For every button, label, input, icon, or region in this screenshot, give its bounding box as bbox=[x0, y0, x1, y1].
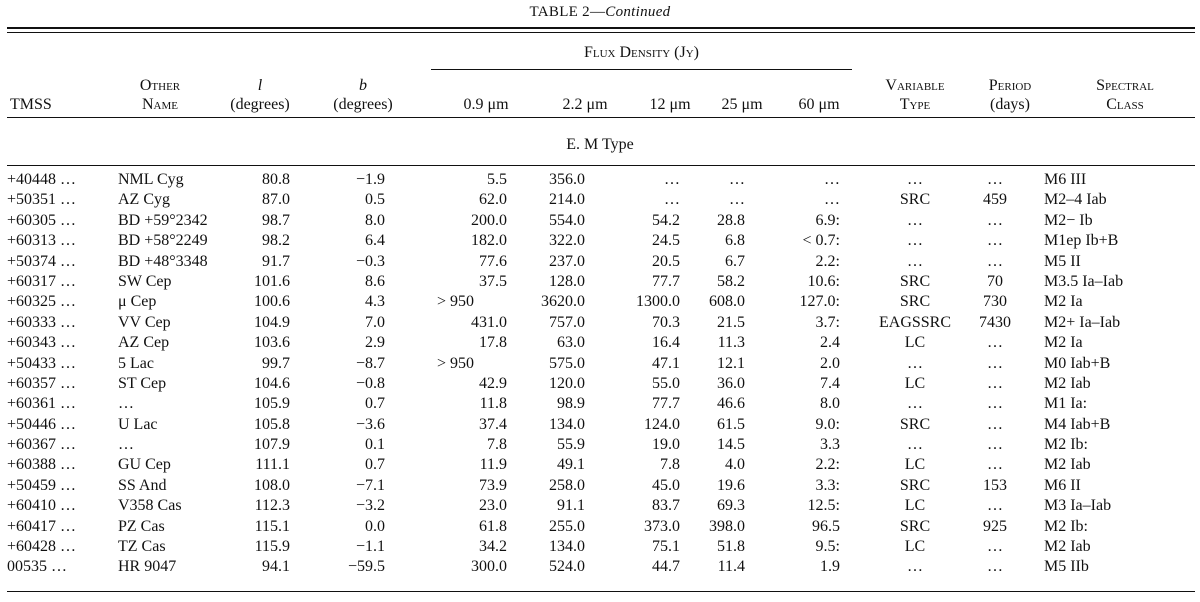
cell-period: … bbox=[987, 558, 1003, 576]
cell-b: 0.7 bbox=[365, 456, 385, 474]
table-row bbox=[0, 272, 1200, 292]
cell-f09: > 950 bbox=[437, 354, 475, 372]
header-period-1: Period bbox=[988, 77, 1032, 94]
cell-spec: M3 Ia–Iab bbox=[1044, 497, 1112, 515]
cell-f25: 46.6 bbox=[717, 395, 745, 413]
cell-f22: 757.0 bbox=[549, 313, 585, 331]
cell-f25: 28.8 bbox=[717, 211, 745, 229]
table-row bbox=[0, 537, 1200, 557]
cell-l: 103.6 bbox=[254, 334, 290, 352]
cell-f25: … bbox=[729, 191, 745, 209]
cell-f09: 17.8 bbox=[479, 334, 507, 352]
cell-b: −1.9 bbox=[355, 171, 385, 188]
cell-f12: … bbox=[664, 191, 680, 209]
cell-f60: 10.6: bbox=[807, 272, 840, 290]
cell-f25: 61.5 bbox=[717, 415, 745, 433]
cell-tmss: +60361 … bbox=[7, 395, 77, 413]
cell-f12: 19.0 bbox=[652, 436, 680, 454]
cell-f60: … bbox=[824, 191, 840, 209]
cell-period: … bbox=[987, 232, 1003, 250]
cell-spec: M6 II bbox=[1044, 476, 1081, 494]
cell-f12: 54.2 bbox=[652, 211, 680, 229]
cell-f60: 1.9 bbox=[820, 558, 840, 576]
cell-name: SW Cep bbox=[118, 272, 172, 290]
cell-f09: 73.9 bbox=[479, 476, 507, 494]
cell-f12: 77.7 bbox=[652, 395, 680, 413]
cell-period: 925 bbox=[983, 517, 1007, 535]
cell-var: LC bbox=[904, 538, 926, 556]
header-variable-1: Variable bbox=[885, 77, 945, 94]
cell-name: 5 Lac bbox=[118, 354, 154, 372]
cell-tmss: +50446 … bbox=[7, 415, 77, 433]
cell-tmss: +60388 … bbox=[7, 456, 77, 474]
cell-period: 459 bbox=[983, 191, 1007, 209]
cell-l: 107.9 bbox=[254, 436, 290, 454]
header-flux-12: 12 μm bbox=[649, 96, 691, 113]
cell-l: 91.7 bbox=[262, 252, 290, 270]
cell-l: 99.7 bbox=[262, 354, 290, 372]
cell-var: … bbox=[907, 395, 923, 413]
cell-var: … bbox=[907, 436, 923, 454]
cell-var: … bbox=[907, 232, 923, 250]
cell-var: LC bbox=[904, 497, 926, 515]
cell-f60: 3.3 bbox=[820, 436, 840, 454]
cell-spec: M0 Iab+B bbox=[1044, 354, 1111, 372]
cell-tmss: +60305 … bbox=[7, 211, 77, 229]
cell-name: TZ Cas bbox=[118, 538, 166, 556]
cell-var: … bbox=[907, 171, 923, 188]
cell-period: … bbox=[987, 456, 1003, 474]
cell-f09: 37.5 bbox=[479, 272, 507, 290]
cell-b: 6.4 bbox=[365, 232, 385, 250]
cell-spec: M2+ Ia–Iab bbox=[1044, 313, 1121, 331]
cell-f25: 4.0 bbox=[725, 456, 745, 474]
cell-tmss: +60410 … bbox=[7, 497, 77, 515]
cell-tmss: +50459 … bbox=[7, 476, 77, 494]
table-row bbox=[0, 557, 1200, 577]
cell-period: … bbox=[987, 436, 1003, 454]
cell-f09: 200.0 bbox=[471, 211, 507, 229]
header-period-2: (days) bbox=[990, 96, 1030, 113]
cell-f25: 398.0 bbox=[709, 517, 745, 535]
cell-f12: 16.4 bbox=[652, 334, 680, 352]
cell-f22: 49.1 bbox=[557, 456, 585, 474]
cell-tmss: +60333 … bbox=[7, 313, 77, 331]
cell-f09: 11.9 bbox=[479, 456, 507, 474]
header-b-1: b bbox=[359, 77, 367, 94]
cell-f09: 5.5 bbox=[487, 171, 507, 188]
cell-period: … bbox=[987, 171, 1003, 188]
cell-spec: M4 Iab+B bbox=[1044, 415, 1111, 433]
cell-spec: M2 Iab bbox=[1044, 456, 1091, 474]
cell-f09: 37.4 bbox=[479, 415, 507, 433]
cell-f09: 62.0 bbox=[479, 191, 507, 209]
cell-tmss: +60343 … bbox=[7, 334, 77, 352]
cell-f25: 11.3 bbox=[717, 334, 745, 352]
cell-period: … bbox=[987, 334, 1003, 352]
cell-f60: 9.0: bbox=[815, 415, 840, 433]
cell-spec: M5 IIb bbox=[1044, 558, 1089, 576]
cell-f12: 1300.0 bbox=[636, 293, 680, 311]
cell-f25: 11.4 bbox=[717, 558, 745, 576]
cell-f12: 20.5 bbox=[652, 252, 680, 270]
table-row bbox=[0, 252, 1200, 272]
table-row bbox=[0, 211, 1200, 231]
cell-f09: 42.9 bbox=[479, 374, 507, 392]
cell-period: 730 bbox=[983, 293, 1007, 311]
table-row bbox=[0, 333, 1200, 353]
cell-l: 100.6 bbox=[254, 293, 290, 311]
header-l-2: (degrees) bbox=[230, 96, 290, 113]
cell-spec: M1ep Ib+B bbox=[1044, 232, 1119, 250]
cell-period: 153 bbox=[983, 476, 1007, 494]
cell-f60: 7.4 bbox=[820, 374, 840, 392]
cell-name: μ Cep bbox=[118, 293, 157, 311]
cell-l: 111.1 bbox=[255, 456, 290, 474]
cell-var: EAGSSRC bbox=[878, 313, 952, 331]
cell-f09: 77.6 bbox=[479, 252, 507, 270]
table-caption bbox=[0, 4, 1200, 21]
header-l-1: l bbox=[257, 77, 263, 94]
cell-f25: 21.5 bbox=[717, 313, 745, 331]
header-b-2: (degrees) bbox=[333, 96, 393, 113]
cell-f12: 373.0 bbox=[644, 517, 680, 535]
cell-f12: 44.7 bbox=[652, 558, 680, 576]
cell-f12: 47.1 bbox=[652, 354, 680, 372]
cell-f22: 237.0 bbox=[549, 252, 585, 270]
table-row bbox=[0, 517, 1200, 537]
cell-l: 87.0 bbox=[262, 191, 290, 209]
cell-f22: 255.0 bbox=[549, 517, 585, 535]
cell-spec: M2− Ib bbox=[1044, 211, 1093, 229]
cell-var: LC bbox=[904, 456, 926, 474]
cell-f12: 75.1 bbox=[652, 538, 680, 556]
cell-f22: 3620.0 bbox=[541, 293, 585, 311]
cell-f60: 2.4 bbox=[820, 334, 840, 352]
cell-f22: 55.9 bbox=[557, 436, 585, 454]
cell-l: 80.8 bbox=[262, 171, 290, 188]
cell-tmss: 00535 … bbox=[7, 558, 67, 576]
cell-b: −1.1 bbox=[355, 538, 385, 556]
cell-f09: 23.0 bbox=[479, 497, 507, 515]
cell-spec: M2 Ia bbox=[1044, 334, 1083, 352]
cell-name: SS And bbox=[118, 476, 167, 494]
cell-name: HR 9047 bbox=[118, 558, 177, 576]
cell-spec: M2–4 Iab bbox=[1044, 191, 1107, 209]
cell-f09: 34.2 bbox=[479, 538, 507, 556]
cell-f22: 356.0 bbox=[549, 171, 585, 188]
caption-prefix: TABLE 2— bbox=[529, 4, 606, 20]
cell-l: 115.9 bbox=[254, 538, 290, 556]
cell-name: BD +58°2249 bbox=[118, 232, 208, 250]
cell-b: 0.7 bbox=[365, 395, 385, 413]
cell-name: GU Cep bbox=[118, 456, 171, 474]
cell-var: … bbox=[907, 211, 923, 229]
cell-period: … bbox=[987, 374, 1003, 392]
cell-b: −7.1 bbox=[355, 476, 385, 494]
cell-f12: 83.7 bbox=[652, 497, 680, 515]
cell-b: 8.0 bbox=[365, 211, 385, 229]
cell-var: SRC bbox=[899, 293, 931, 311]
cell-f09: 431.0 bbox=[471, 313, 507, 331]
cell-period: … bbox=[987, 538, 1003, 556]
table-row bbox=[0, 354, 1200, 374]
cell-f22: 575.0 bbox=[549, 354, 585, 372]
cell-f25: 6.7 bbox=[725, 252, 745, 270]
cell-var: LC bbox=[904, 334, 926, 352]
cell-var: SRC bbox=[899, 191, 931, 209]
cell-tmss: +60428 … bbox=[7, 538, 77, 556]
top-rule-thick bbox=[7, 27, 1195, 29]
cell-f60: 96.5 bbox=[812, 517, 840, 535]
cell-f25: 69.3 bbox=[717, 497, 745, 515]
header-other-name-2: Name bbox=[142, 96, 178, 113]
cell-period: … bbox=[987, 354, 1003, 372]
cell-spec: M2 Ia bbox=[1044, 293, 1083, 311]
cell-f09: 11.8 bbox=[479, 395, 507, 413]
header-other-name-1: Other bbox=[139, 77, 181, 94]
table-row bbox=[0, 435, 1200, 455]
cell-name: NML Cyg bbox=[118, 171, 184, 188]
cell-period: … bbox=[987, 497, 1003, 515]
cell-f22: 134.0 bbox=[549, 415, 585, 433]
cell-f60: < 0.7: bbox=[802, 232, 840, 250]
cell-name: VV Cep bbox=[118, 313, 171, 331]
cell-l: 98.2 bbox=[262, 232, 290, 250]
cell-name: … bbox=[118, 436, 134, 454]
cell-f22: 134.0 bbox=[549, 538, 585, 556]
cell-f09: > 950 bbox=[437, 293, 475, 311]
cell-name: … bbox=[118, 395, 134, 413]
cell-name: ST Cep bbox=[118, 374, 167, 392]
cell-tmss: +60417 … bbox=[7, 517, 77, 535]
cell-f60: 6.9: bbox=[815, 211, 840, 229]
table-row bbox=[0, 190, 1200, 210]
cell-f60: 127.0: bbox=[799, 293, 840, 311]
cell-f60: 12.5: bbox=[807, 497, 840, 515]
cell-tmss: +40448 … bbox=[7, 171, 77, 188]
table-row bbox=[0, 455, 1200, 475]
cell-f09: 300.0 bbox=[471, 558, 507, 576]
top-rule-thin bbox=[7, 32, 1195, 33]
cell-var: SRC bbox=[899, 415, 931, 433]
cell-f22: 98.9 bbox=[557, 395, 585, 413]
cell-f12: 77.7 bbox=[652, 272, 680, 290]
cell-f60: … bbox=[824, 171, 840, 188]
header-variable-2: Type bbox=[899, 96, 931, 113]
cell-f22: 258.0 bbox=[549, 476, 585, 494]
cell-period: … bbox=[987, 415, 1003, 433]
cell-spec: M6 III bbox=[1044, 171, 1087, 188]
cell-f09: 7.8 bbox=[487, 436, 507, 454]
cell-tmss: +60357 … bbox=[7, 374, 77, 392]
cell-b: −59.5 bbox=[347, 558, 385, 576]
cell-b: −3.6 bbox=[355, 415, 385, 433]
cell-period: … bbox=[987, 211, 1003, 229]
cell-var: SRC bbox=[899, 476, 931, 494]
cell-l: 105.8 bbox=[254, 415, 290, 433]
cell-tmss: +60317 … bbox=[7, 272, 77, 290]
cell-f12: 124.0 bbox=[644, 415, 680, 433]
cell-spec: M2 Iab bbox=[1044, 538, 1091, 556]
cell-l: 104.6 bbox=[254, 374, 290, 392]
cell-tmss: +50351 … bbox=[7, 191, 77, 209]
cell-tmss: +60367 … bbox=[7, 436, 77, 454]
cell-f25: 14.5 bbox=[717, 436, 745, 454]
cell-tmss: +60325 … bbox=[7, 293, 77, 311]
cell-f25: 19.6 bbox=[717, 476, 745, 494]
cell-period: 7430 bbox=[979, 313, 1011, 331]
header-tmss: TMSS bbox=[10, 96, 52, 113]
cell-f22: 63.0 bbox=[557, 334, 585, 352]
cell-f22: 120.0 bbox=[549, 374, 585, 392]
cell-f25: 36.0 bbox=[717, 374, 745, 392]
cell-tmss: +50374 … bbox=[7, 252, 77, 270]
table-row bbox=[0, 415, 1200, 435]
cell-l: 115.1 bbox=[254, 517, 290, 535]
header-flux-25: 25 μm bbox=[721, 96, 763, 113]
cell-b: −3.2 bbox=[355, 497, 385, 515]
cell-period: 70 bbox=[987, 272, 1003, 290]
cell-f25: 12.1 bbox=[717, 354, 745, 372]
header-flux-0-9: 0.9 μm bbox=[463, 96, 509, 113]
cell-b: 4.3 bbox=[365, 293, 385, 311]
bottom-rule bbox=[7, 591, 1195, 592]
cell-var: … bbox=[907, 558, 923, 576]
header-flux-density: Flux Density (Jy) bbox=[584, 44, 699, 61]
cell-var: SRC bbox=[899, 272, 931, 290]
section-rule bbox=[7, 165, 1195, 166]
cell-f12: … bbox=[664, 171, 680, 188]
cell-f22: 91.1 bbox=[557, 497, 585, 515]
caption-continued: Continued bbox=[605, 4, 671, 20]
cell-var: … bbox=[907, 354, 923, 372]
cell-f12: 55.0 bbox=[652, 374, 680, 392]
cell-l: 104.9 bbox=[254, 313, 290, 331]
cell-name: AZ Cyg bbox=[118, 191, 170, 209]
cell-b: −8.7 bbox=[355, 354, 385, 372]
cell-b: 8.6 bbox=[365, 272, 385, 290]
flux-group-rule bbox=[431, 69, 852, 70]
cell-name: PZ Cas bbox=[118, 517, 165, 535]
cell-tmss: +60313 … bbox=[7, 232, 77, 250]
cell-f12: 70.3 bbox=[652, 313, 680, 331]
cell-f25: 6.8 bbox=[725, 232, 745, 250]
table-row bbox=[0, 496, 1200, 516]
table-row bbox=[0, 374, 1200, 394]
cell-f60: 3.7: bbox=[815, 313, 840, 331]
cell-f12: 24.5 bbox=[652, 232, 680, 250]
cell-f12: 45.0 bbox=[652, 476, 680, 494]
table-row bbox=[0, 292, 1200, 312]
cell-f25: 608.0 bbox=[709, 293, 745, 311]
cell-l: 101.6 bbox=[254, 272, 290, 290]
cell-spec: M2 Ib: bbox=[1044, 517, 1088, 535]
cell-l: 98.7 bbox=[262, 211, 290, 229]
cell-name: BD +59°2342 bbox=[118, 211, 208, 229]
cell-f22: 128.0 bbox=[549, 272, 585, 290]
cell-f12: 7.8 bbox=[660, 456, 680, 474]
cell-period: … bbox=[987, 252, 1003, 270]
cell-f60: 3.3: bbox=[815, 476, 840, 494]
cell-name: V358 Cas bbox=[118, 497, 182, 515]
cell-b: 2.9 bbox=[365, 334, 385, 352]
cell-name: U Lac bbox=[118, 415, 158, 433]
table-row bbox=[0, 313, 1200, 333]
cell-f25: … bbox=[729, 171, 745, 188]
cell-l: 94.1 bbox=[262, 558, 290, 576]
cell-f22: 524.0 bbox=[549, 558, 585, 576]
cell-var: … bbox=[907, 252, 923, 270]
cell-f09: 61.8 bbox=[479, 517, 507, 535]
cell-b: −0.3 bbox=[355, 252, 385, 270]
table-row bbox=[0, 170, 1200, 190]
cell-period: … bbox=[987, 395, 1003, 413]
cell-tmss: +50433 … bbox=[7, 354, 77, 372]
header-flux-60: 60 μm bbox=[798, 96, 840, 113]
header-spectral-2: Class bbox=[1106, 96, 1144, 113]
cell-l: 112.3 bbox=[254, 497, 290, 515]
cell-f22: 322.0 bbox=[549, 232, 585, 250]
cell-spec: M2 Ib: bbox=[1044, 436, 1088, 454]
table-row bbox=[0, 394, 1200, 414]
cell-f25: 58.2 bbox=[717, 272, 745, 290]
cell-f60: 2.2: bbox=[815, 252, 840, 270]
cell-b: −0.8 bbox=[355, 374, 385, 392]
cell-b: 0.5 bbox=[365, 191, 385, 209]
cell-b: 0.0 bbox=[365, 517, 385, 535]
cell-f60: 8.0 bbox=[820, 395, 840, 413]
cell-spec: M3.5 Ia–Iab bbox=[1044, 272, 1124, 290]
cell-f22: 214.0 bbox=[549, 191, 585, 209]
cell-f60: 9.5: bbox=[815, 538, 840, 556]
table-row bbox=[0, 231, 1200, 251]
cell-spec: M2 Iab bbox=[1044, 374, 1091, 392]
cell-f60: 2.2: bbox=[815, 456, 840, 474]
cell-b: 0.1 bbox=[365, 436, 385, 454]
cell-var: LC bbox=[904, 374, 926, 392]
cell-f60: 2.0 bbox=[820, 354, 840, 372]
cell-spec: M5 II bbox=[1044, 252, 1081, 270]
cell-spec: M1 Ia: bbox=[1044, 395, 1088, 413]
table-row bbox=[0, 476, 1200, 496]
cell-b: 7.0 bbox=[365, 313, 385, 331]
cell-l: 105.9 bbox=[254, 395, 290, 413]
cell-f22: 554.0 bbox=[549, 211, 585, 229]
cell-name: BD +48°3348 bbox=[118, 252, 208, 270]
cell-l: 108.0 bbox=[254, 476, 290, 494]
section-title: E. M Type bbox=[566, 136, 634, 153]
header-flux-2-2: 2.2 μm bbox=[562, 96, 608, 113]
header-spectral-1: Spectral bbox=[1096, 77, 1154, 94]
cell-f09: 182.0 bbox=[471, 232, 507, 250]
table-body bbox=[0, 170, 1200, 578]
header-rule bbox=[7, 117, 1195, 118]
cell-f25: 51.8 bbox=[717, 538, 745, 556]
cell-var: SRC bbox=[899, 517, 931, 535]
cell-name: AZ Cep bbox=[118, 334, 170, 352]
